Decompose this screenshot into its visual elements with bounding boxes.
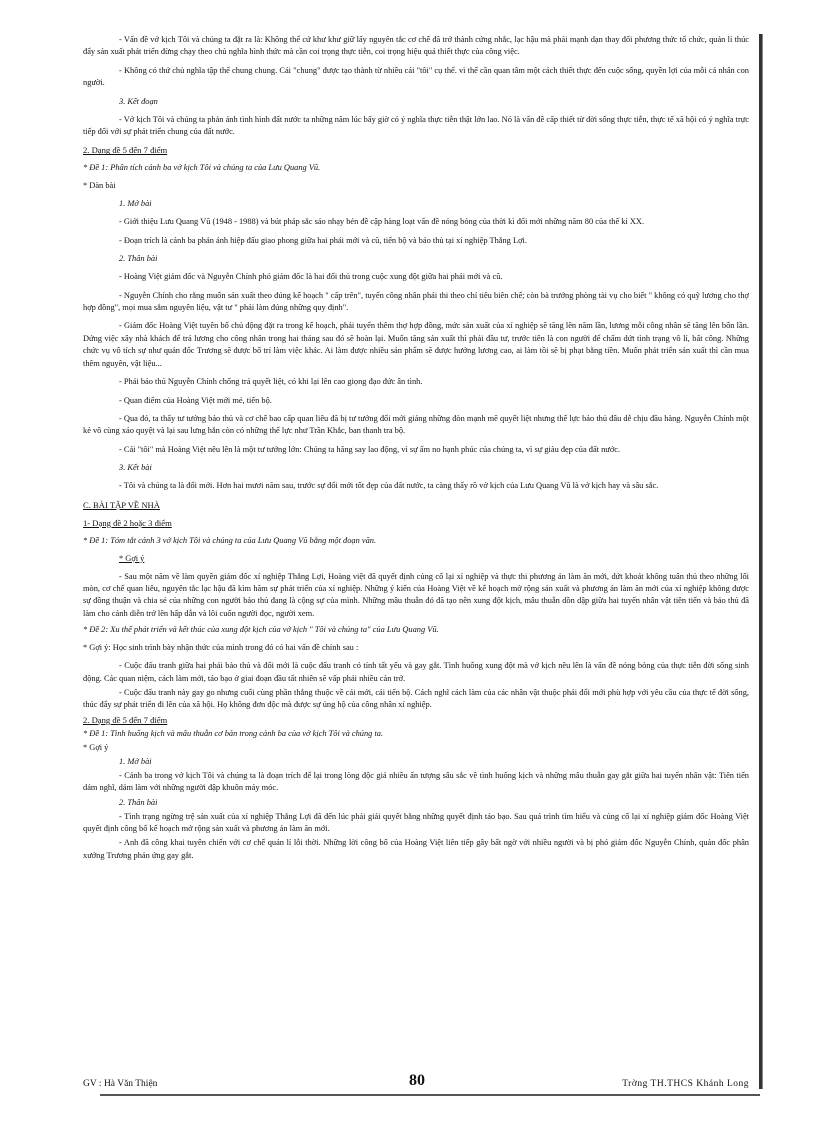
paragraph: - Qua đó, ta thấy tư tưởng bảo thủ và cơ chế bao cấp quan liêu đã bị tư tưởng đổi mới giáng những đòn mạnh mẽ quyết liệt nhưng thế lực bảo thủ đâu dễ chịu đầu hàng. Nguyễn Chính một kẻ vô cùng xảo quyệt và lại sau lưng hắn còn có những thế lực như Trần Khắc, ban thanh tra bộ. xyxy=(83,413,749,436)
paragraph: - Hoàng Việt giám đốc và Nguyễn Chính phó giám đốc là hai đối thủ trong cuộc xung đột giữa hai phái mới và cũ. xyxy=(119,272,503,282)
paragraph: - Cái "tôi" mà Hoàng Việt nêu lên là một tư tưởng lớn: Chúng ta hăng say lao động, vì sự ấm no hạnh phúc của chúng ta, vì sự giàu đẹp của đất nước. xyxy=(119,444,621,454)
section-heading: 1. Mở bài xyxy=(119,199,152,209)
page-footer xyxy=(83,1072,749,1094)
section-heading: 3. Kết đoạn xyxy=(119,96,158,106)
section-heading: 2. Dạng đề 5 đến 7 điểm xyxy=(83,714,168,725)
exercise-title: * Đề 2: Xu thế phát triển và kết thúc của xung đột kịch của vở kịch " Tôi và chúng ta" của Lưu Quang Vũ. xyxy=(83,625,439,635)
paragraph: - Cuộc đấu tranh này gay go nhưng cuối cùng phần thắng thuộc về cái mới, cái tiến bộ. Cách nghĩ cách làm của các nhân vật thuộc phái đổi mới phù hợp với yêu cầu của thực tế đời sống, thúc đẩy sự phát triển đi lên của xã hội. Họ không đơn độc mà được sự ủng hộ của công nhân xí nghiệp. xyxy=(83,687,749,710)
footer-rule xyxy=(100,1094,760,1096)
paragraph: - Giới thiệu Lưu Quang Vũ (1948 - 1988) và bút pháp sắc sảo nhạy bén đề cập hàng loạt vấn đề nóng bỏng của thời kì đổi mới những năm 80 của thế kỉ XX. xyxy=(119,217,645,227)
page-number: 80 xyxy=(409,1072,425,1089)
school-name: Trờng TH.THCS Khánh Long xyxy=(622,1079,749,1089)
paragraph: - Vấn đề vở kịch Tôi và chúng ta đặt ra là: Không thể cứ khư khư giữ lấy nguyên tắc cơ chế đã trở thành cứng nhắc, lạc hậu mà phải mạnh dạn thay đổi phương thức tổ chức, quản lí thúc đẩy sản xuất phát triển đừng chạy theo chủ nghĩa hình thức mà cần coi trọng thực tiễn, coi trọng hiệu quả thiết thực của công việc. xyxy=(83,35,749,57)
section-heading: 2. Thân bài xyxy=(119,797,158,807)
teacher-name: GV : Hà Văn Thiện xyxy=(83,1079,158,1089)
exercise-title: * Đề 1: Tình huống kịch và mâu thuẫn cơ bản trong cảnh ba của vở kịch Tôi và chúng ta. xyxy=(83,728,384,738)
section-heading: 2. Thân bài xyxy=(119,254,158,264)
outline-label: * Dàn bài xyxy=(83,181,116,191)
paragraph: - Sau một năm về làm quyền giám đốc xí nghiệp Thắng Lợi, Hoàng việt đã quyết định củng cố lại xí nghiệp và thực thi phương án làm ăn mới, dứt khoát không tuân thủ theo những lối mòn, cơ chế quan liêu, nguyên tắc lạc hậu đã kìm hãm sự phát triển của xí nghiệp. Những ý kiến của Hoàng Việt về kế hoạch mở rộng sản xuất và phương án làm ăn mới của xí nghiệp không được sự đồng thuận và chia sẻ của những con người bảo thủ đang là cộng sự của mình. Những mâu thuẫn đó đã tạo nên xung đột kịch, mâu thuẫn dồn dập giữa hai tuyến nhân vật tiên tiến và bảo thủ đã làm cho cảnh diễn trở lên hấp dẫn và lôi cuốn người đọc, người xem. xyxy=(83,571,749,618)
section-heading: 1- Dạng đề 2 hoặc 3 điểm xyxy=(83,517,172,528)
paragraph: - Tình trạng ngừng trệ sản xuất của xí nghiệp Thắng Lợi đã đến lúc phải giải quyết bằng những quyết định táo bạo. Sau quá trình tìm hiểu và củng cố lại xí nghiệp giám đốc Hoàng Việt quyết định công bố kế hoạch mở rộng sản xuất và phương án làm ăn mới. xyxy=(83,811,749,833)
paragraph: - Nguyễn Chính cho rằng muốn sản xuất theo đúng kế hoạch " cấp trên", tuyển công nhân phải thi theo chỉ tiêu biên chế; còn bà trưởng phòng tài vụ cho biết " không có quỹ lương cho thợ hợp đồng", mọi mua sắm nguyên liệu, vật tư " phải làm đúng những quy định". xyxy=(83,290,749,313)
page-border xyxy=(759,34,763,1089)
section-heading: 2. Dạng đề 5 đến 7 điểm xyxy=(83,145,168,156)
paragraph: - Đoạn trích là cảnh ba phản ánh hiệp đấu giao phong giữa hai phái mới và cũ, tiến bộ và bảo thủ tại xí nghiệp Thắng Lợi. xyxy=(119,235,527,245)
paragraph: - Phái bảo thủ Nguyễn Chính chống trả quyết liệt, có khi lại lên cao giọng đạo đức ân tình. xyxy=(119,377,423,387)
hint-label: * Gợi ý xyxy=(83,742,109,752)
exercise-title: * Đề 1: Phân tích cảnh ba vở kịch Tôi và chúng ta của Lưu Quang Vũ. xyxy=(83,163,321,173)
paragraph: - Cảnh ba trong vở kịch Tôi và chúng ta là đoạn trích để lại trong lòng độc giả nhiều ấn tượng sâu sắc về tình huống kịch và những mâu thuẫn gay gắt giữa hai tuyến nhân vật: Tiên tiến dám nghĩ, dám làm với những người đập khuôn máy móc. xyxy=(83,770,749,793)
document-page xyxy=(83,34,749,1104)
paragraph: - Tôi và chúng ta là đổi mới. Hơn hai mươi năm sau, trước sự đổi mới tốt đẹp của đất nước, ta càng thấy rõ vở kịch của Lưu Quang Vũ là vở kịch hay và sâu sắc. xyxy=(119,481,659,491)
exercise-title: * Đề 1: Tóm tắt cảnh 3 vở kịch Tôi và chúng ta của Lưu Quang Vũ bằng một đoạn văn. xyxy=(83,535,377,545)
paragraph: - Cuộc đấu tranh giữa hai phái bảo thủ và đổi mới là cuộc đấu tranh có tính tất yếu và gay gắt. Tình huống xung đột mà vở kịch nêu lên là vấn đề nóng bỏng của thực tiễn đời sống sinh động. Các quan niệm, cách làm mới, táo bạo ở giai đoạn đầu tất nhiên sẽ vấp phải nhiều cản trở. xyxy=(83,661,749,683)
section-heading: 1. Mở bài xyxy=(119,756,152,766)
paragraph: - Quan điểm của Hoàng Việt mới mẻ, tiến bộ. xyxy=(119,395,272,405)
section-heading: C. BÀI TẬP VỀ NHÀ xyxy=(83,499,160,510)
hint-label: * Gợi ý xyxy=(119,553,145,563)
paragraph: - Anh đã công khai tuyên chiến với cơ chế quản lí lỗi thời. Những lời công bố của Hoàng Việt liên tiếp gây bất ngờ với nhiều người và bị phó giám đốc Nguyễn Chính, quản đốc phân xưởng Trương phản ứng gay gắt. xyxy=(83,838,749,860)
hint-label: * Gợi ý: Học sinh trình bày nhận thức của mình trong đó có hai vấn đề chính sau : xyxy=(83,643,359,653)
paragraph: - Không có thứ chủ nghĩa tập thể chung chung. Cái "chung" được tạo thành từ nhiều cái "tôi" cụ thể. vì thế cần quan tâm một cách thiết thực đến cuộc sống, quyền lợi của mỗi cá nhân con người. xyxy=(83,65,749,88)
paragraph: - Vở kịch Tôi và chúng ta phản ánh tình hình đất nước ta những năm lúc bấy giờ có ý nghĩa thực tiễn thật lớn lao. Nó là vấn đề cấp thiết từ đời sống thực tiễn, thực tế xã hội có ý nghĩa trực tiếp đối với sự phát triển chung của đất nước. xyxy=(83,114,749,137)
section-heading: 3. Kết bài xyxy=(119,463,152,473)
paragraph: - Giám đốc Hoàng Việt tuyên bố chủ động đặt ra trong kế hoạch, phải tuyển thêm thợ hợp đồng, mức sản xuất của xí nghiệp sẽ tăng lên năm lần, lương mỗi công nhân sẽ tăng lên bốn lần. Dứng việc xây nhà khách để trả lương cho công nhân trong hai tháng sau đó sẽ hoàn lại. Muốn tăng sản xuất thì phải đầu tư, trước tiên là con người để chấm dứt tình trạng vô lí, bất công. Những chức vụ vô tích sự như quản đốc Trương sẽ được bố trí làm việc khác. Ai làm được nhiều sản phẩm sẽ được hưởng lương cao, ai làm tồi sẽ bị phạt bằng tiền. Muốn phát triển sản xuất thì cần mua thêm nguyên, vật liệu... xyxy=(83,321,749,368)
